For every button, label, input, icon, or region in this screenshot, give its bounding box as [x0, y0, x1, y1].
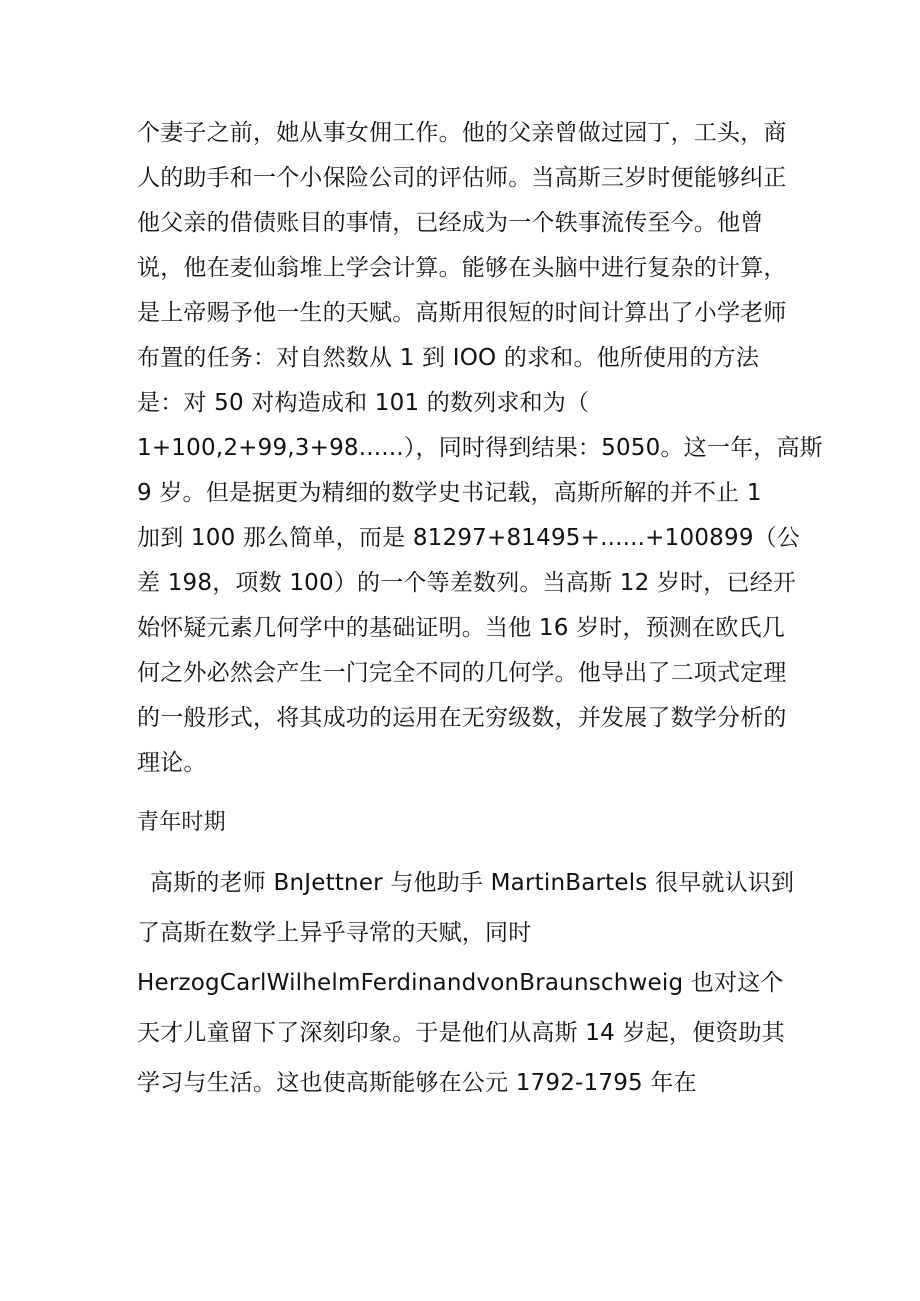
paragraph-1-line-7: 是：对 50 对构造成和 101 的数列求和为（ [137, 390, 590, 416]
section-heading: 青年时期 [137, 810, 226, 835]
paragraph-2-line-2: 了高斯在数学上异乎寻常的天赋，同时 [137, 920, 532, 946]
paragraph-1-line-15: 理论。 [137, 750, 207, 776]
paragraph-1-line-1: 个妻子之前，她从事女佣工作。他的父亲曾做过园丁，工头，商 [137, 120, 787, 146]
paragraph-1-line-2: 人的助手和一个小保险公司的评估师。当高斯三岁时便能够纠正 [137, 165, 787, 191]
paragraph-1-line-14: 的一般形式，将其成功的运用在无穷级数，并发展了数学分析的 [137, 705, 787, 731]
paragraph-1-line-5: 是上帝赐予他一生的天赋。高斯用很短的时间计算出了小学老师 [137, 300, 787, 326]
paragraph-2-line-1: 高斯的老师 BnJettner 与他助手 MartinBartels 很早就认识到 [150, 870, 795, 896]
paragraph-2-line-4: 天才儿童留下了深刻印象。于是他们从高斯 14 岁起，便资助其 [137, 1020, 785, 1046]
paragraph-1-line-3: 他父亲的借债账目的事情，已经成为一个轶事流传至今。他曾 [137, 210, 764, 236]
paragraph-2-line-3: HerzogCarlWilhelmFerdinandvonBraunschweig 也对这个 [137, 970, 784, 996]
paragraph-2-line-5: 学习与生活。这也使高斯能够在公元 1792-1795 年在 [137, 1070, 697, 1096]
paragraph-1-line-10: 加到 100 那么简单，而是 81297+81495+......+100899（公 [137, 525, 801, 551]
paragraph-1-line-8: 1+100,2+99,3+98......），同时得到结果：5050。这一年，高斯 [137, 435, 823, 461]
paragraph-1-line-12: 始怀疑元素几何学中的基础证明。当他 16 岁时，预测在欧氏几 [137, 615, 785, 641]
paragraph-1-line-13: 何之外必然会产生一门完全不同的几何学。他导出了二项式定理 [137, 660, 787, 686]
paragraph-1-line-9: 9 岁。但是据更为精细的数学史书记载，高斯所解的并不止 1 [137, 480, 762, 506]
paragraph-1-line-6: 布置的任务：对自然数从 1 到 IOO 的求和。他所使用的方法 [137, 345, 760, 371]
paragraph-1-line-11: 差 198，项数 100）的一个等差数列。当高斯 12 岁时，已经开 [137, 570, 797, 596]
paragraph-1-line-4: 说，他在麦仙翁堆上学会计算。能够在头脑中进行复杂的计算， [137, 255, 787, 281]
